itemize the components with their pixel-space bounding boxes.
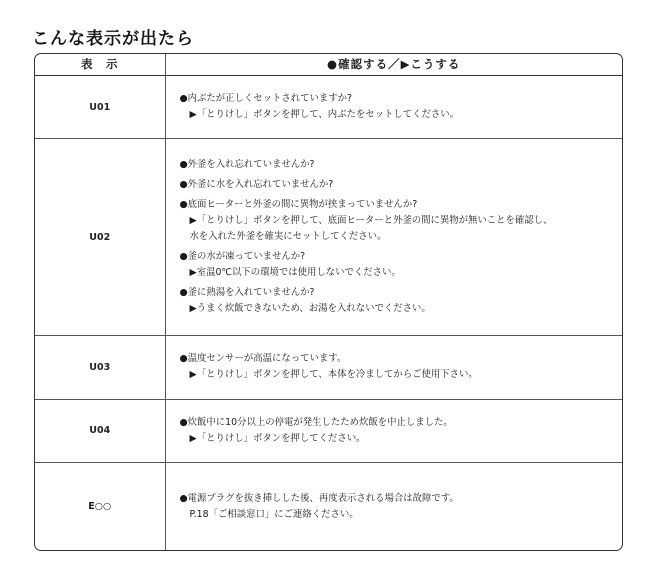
check-item <box>180 157 613 173</box>
check-item <box>180 491 613 523</box>
error-display-table <box>34 53 623 551</box>
check-item <box>180 351 613 383</box>
remedy-text: ▶「とりけし」ボタンを押して、底面ヒーターと外釜の間に異物が無いことを確認し、 <box>189 215 553 227</box>
remedy-text: ▶「とりけし」ボタンを押して、本体を冷ましてからご使用下さい。 <box>189 369 478 381</box>
error-description <box>165 336 622 399</box>
check-item <box>180 415 613 447</box>
header-action: ●確認する／▶こうする <box>165 54 622 75</box>
table-row <box>35 75 622 138</box>
remedy-text: 水を入れた外釜を確実にセットしてください。 <box>189 231 387 243</box>
table-row <box>35 336 622 399</box>
check-text: ●外釜に水を入れ忘れていませんか? <box>179 179 334 191</box>
check-text: ●炊飯中に10分以上の停電が発生したため炊飯を中止しました。 <box>179 416 453 428</box>
check-item <box>180 249 613 281</box>
table-header-row <box>35 54 622 75</box>
error-description <box>165 463 622 550</box>
error-description <box>165 399 622 462</box>
error-description <box>165 139 622 336</box>
remedy-text: P.18「ご相談窓口」にご連絡ください。 <box>189 508 359 520</box>
error-code: U04 <box>35 399 165 462</box>
remedy-text: ▶「とりけし」ボタンを押してください。 <box>189 432 366 444</box>
check-text: ●電源プラグを抜き挿しした後、再度表示される場合は故障です。 <box>179 492 459 504</box>
check-item <box>180 197 613 245</box>
error-code: U03 <box>35 336 165 399</box>
error-description <box>165 75 622 138</box>
check-text: ●内ぶたが正しくセットされていますか? <box>179 93 353 105</box>
table-row <box>35 463 622 550</box>
table-row <box>35 399 622 462</box>
check-text: ●釜の水が凍っていませんか? <box>179 251 306 263</box>
check-text: ●底面ヒーターと外釜の間に異物が挟まっていませんか? <box>179 199 418 211</box>
error-code: E○○ <box>35 463 165 550</box>
check-text: ●温度センサーが高温になっています。 <box>179 353 347 365</box>
remedy-text: ▶室温0℃以下の環境では使用しないでください。 <box>189 267 401 279</box>
check-text: ●外釜を入れ忘れていませんか? <box>179 159 315 171</box>
check-item <box>180 285 613 317</box>
remedy-text: ▶「とりけし」ボタンを押して、内ぶたをセットしてください。 <box>189 109 460 121</box>
error-code: U02 <box>35 139 165 336</box>
page-title: こんな表示が出たら <box>32 29 194 49</box>
error-code: U01 <box>35 75 165 138</box>
check-item <box>180 91 613 123</box>
header-display: 表 示 <box>35 54 165 75</box>
remedy-text: ▶うまく炊飯できないため、お湯を入れないでください。 <box>189 303 431 315</box>
check-text: ●釜に熱湯を入れていませんか? <box>179 287 315 299</box>
check-item <box>180 177 613 193</box>
table-row <box>35 139 622 336</box>
